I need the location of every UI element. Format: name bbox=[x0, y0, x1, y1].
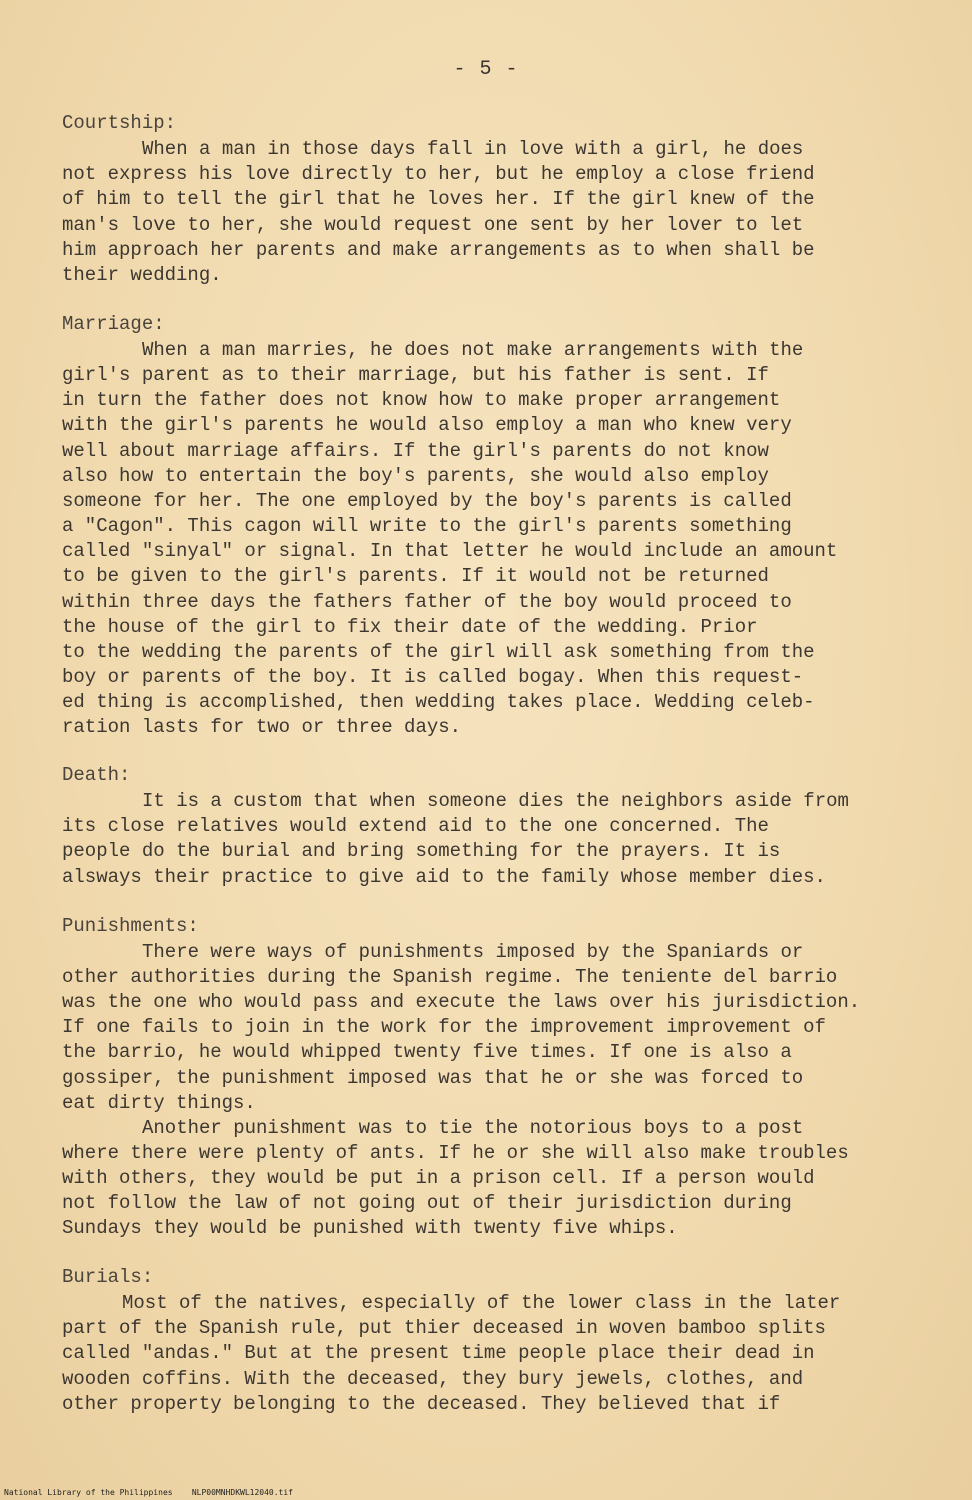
section-heading: Courtship: bbox=[62, 112, 177, 134]
text-line: called "andas." But at the present time people place their dead in bbox=[62, 1342, 815, 1365]
text-line: in turn the father does not know how to make proper arrangement bbox=[62, 389, 781, 412]
text-line: a "Cagon". This cagon will write to the girl's parents something bbox=[62, 515, 792, 538]
text-line: Another punishment was to tie the notorious boys to a post bbox=[142, 1116, 804, 1139]
text-line: people do the burial and bring something for the prayers. It is bbox=[62, 840, 781, 863]
text-line: wooden coffins. With the deceased, they bury jewels, clothes, and bbox=[62, 1367, 804, 1390]
text-line: not express his love directly to her, but he employ a close friend bbox=[62, 163, 815, 186]
text-line: part of the Spanish rule, put thier deceased in woven bamboo splits bbox=[62, 1317, 826, 1340]
text-line: was the one who would pass and execute the laws over his jurisdiction. bbox=[62, 991, 861, 1014]
text-line: their wedding. bbox=[62, 264, 222, 286]
text-line: well about marriage affairs. If the girl's parents do not know bbox=[62, 439, 769, 462]
text-line: also how to entertain the boy's parents, she would also employ bbox=[62, 464, 769, 487]
text-line: the barrio, he would whipped twenty five times. If one is also a bbox=[62, 1041, 792, 1064]
text-line: ed thing is accomplished, then wedding takes place. Wedding celeb- bbox=[62, 691, 815, 714]
text-line: When a man marries, he does not make arrangements with the bbox=[142, 339, 804, 361]
section-heading: Punishments: bbox=[62, 915, 199, 937]
text-line: someone for her. The one employed by the boy's parents is called bbox=[62, 489, 792, 512]
text-line: its close relatives would extend aid to the one concerned. The bbox=[62, 815, 769, 838]
text-line: eat dirty things. bbox=[62, 1091, 256, 1114]
text-line: If one fails to join in the work for the improvement improvement of bbox=[62, 1016, 826, 1039]
text-line: him approach her parents and make arrangements as to when shall be bbox=[62, 238, 815, 261]
text-line: other authorities during the Spanish regime. The teniente del barrio bbox=[62, 966, 838, 989]
section-heading: Death: bbox=[62, 764, 131, 786]
text-line: man's love to her, she would request one sent by her lover to let bbox=[62, 213, 804, 236]
text-line: with the girl's parents he would also employ a man who knew very bbox=[62, 414, 792, 437]
text-line: called "sinyal" or signal. In that letter he would include an amount bbox=[62, 540, 838, 563]
section-heading: Burials: bbox=[62, 1266, 154, 1288]
text-line: of him to tell the girl that he loves her. If the girl knew of the bbox=[62, 188, 815, 211]
text-line: It is a custom that when someone dies the neighbors aside from bbox=[142, 790, 849, 812]
page-number: - 5 - bbox=[453, 58, 519, 81]
archive-footer: National Library of the Philippines NLP00MNHDKWL12040.tif bbox=[4, 1488, 293, 1497]
text-line: There were ways of punishments imposed by the Spaniards or bbox=[142, 941, 804, 963]
text-line: Sundays they would be punished with twenty five whips. bbox=[62, 1217, 678, 1240]
text-line: with others, they would be put in a prison cell. If a person would bbox=[62, 1166, 815, 1189]
text-line: ration lasts for two or three days. bbox=[62, 716, 462, 739]
text-line: Most of the natives, especially of the lower class in the later bbox=[122, 1292, 841, 1314]
text-line: to be given to the girl's parents. If it would not be returned bbox=[62, 565, 769, 588]
text-line: When a man in those days fall in love with a girl, he does bbox=[142, 138, 804, 160]
text-line: within three days the fathers father of the boy would proceed to bbox=[62, 590, 792, 613]
section-heading: Marriage: bbox=[62, 313, 165, 335]
text-line: boy or parents of the boy. It is called bogay. When this request- bbox=[62, 665, 804, 688]
text-line: girl's parent as to their marriage, but his father is sent. If bbox=[62, 364, 769, 387]
text-line: other property belonging to the deceased. They believed that if bbox=[62, 1392, 781, 1415]
text-line: alsways their practice to give aid to the family whose member dies. bbox=[62, 865, 826, 888]
text-line: to the wedding the parents of the girl will ask something from the bbox=[62, 640, 815, 663]
text-line: gossiper, the punishment imposed was that he or she was forced to bbox=[62, 1066, 804, 1089]
text-line: where there were plenty of ants. If he or she will also make troubles bbox=[62, 1141, 849, 1164]
text-line: not follow the law of not going out of their jurisdiction during bbox=[62, 1192, 792, 1214]
text-line: the house of the girl to fix their date of the wedding. Prior bbox=[62, 615, 758, 638]
